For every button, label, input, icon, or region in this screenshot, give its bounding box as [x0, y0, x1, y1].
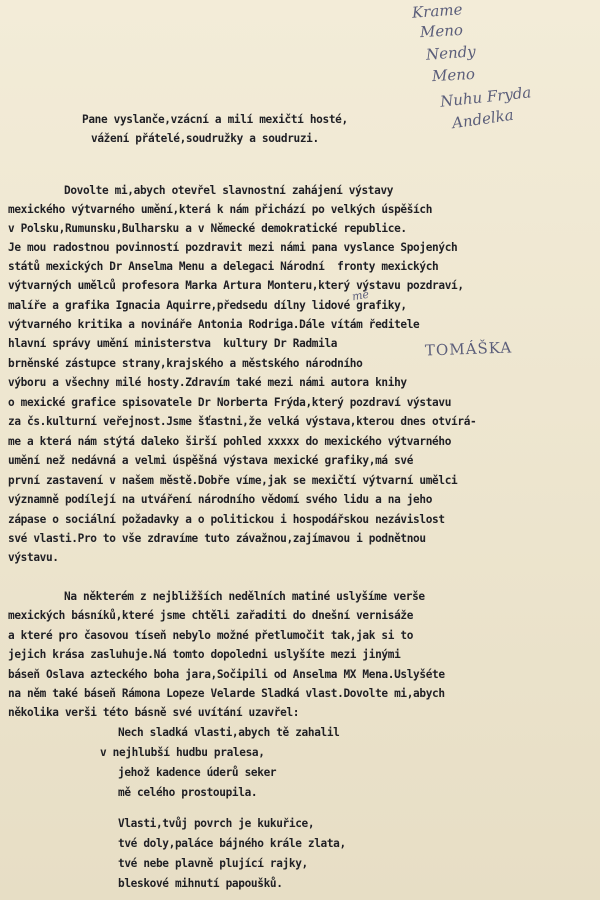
poem-line: Vlasti,tvůj povrch je kukuřice,	[118, 817, 315, 830]
text-line: zápase o sociální požadavky a o politickou i hospodářskou nezávislost	[8, 513, 445, 526]
text-line: významně podílejí na utváření národního vědomí svého lidu a na jeho	[8, 493, 433, 506]
text-line: Je mou radostnou povinností pozdravit mezi námi pana vyslance Spojených	[8, 241, 458, 254]
text-line: výtvarných umělců profesora Marka Artura Monteru,který výstavu pozdraví,	[8, 279, 464, 292]
text-line: v Polsku,Rumunsku,Bulharsku a v Německé demokratické republice.	[8, 222, 407, 235]
text-line: Dovolte mi,abych otevřel slavnostní zahájení výstavy	[64, 184, 394, 197]
handwritten-note: Andelka	[450, 105, 515, 133]
handwritten-note: Nendy	[425, 42, 477, 64]
poem-line: bleskové mihnutí papoušků.	[118, 877, 283, 890]
handwritten-insertion: mě	[351, 287, 370, 304]
text-line: několika verši této básně své uvítání uzavřel:	[8, 706, 300, 719]
text-line: výtvarného kritika a novináře Antonia Rodriga.Dále vítám ředitele	[8, 318, 420, 331]
text-line: malíře a grafika Ignacia Aquirre,předsedu dílny lidové grafiky,	[8, 299, 407, 312]
poem-line: v nejhlubší hudbu pralesa,	[100, 746, 265, 759]
poem-line: tvé nebe plavně plující rajky,	[118, 857, 308, 870]
text-line: hlavní správy umění ministerstva kultury Dr Radmila	[8, 337, 338, 350]
text-line: mexického výtvarného umění,která k nám přichází po velkých úspěších	[8, 203, 433, 216]
handwritten-name-addition: TOMÁŠKA	[424, 338, 513, 360]
poem-line: tvé doly,paláce bájného krále zlata,	[118, 837, 346, 850]
text-line: států mexických Dr Anselma Menu a delegaci Národní fronty mexických	[8, 260, 439, 273]
text-line: první zastavení v našem městě.Dobře víme,jak se mexičtí výtvarní umělci	[8, 474, 458, 487]
text-line: výboru a všechny milé hosty.Zdravím také mezi námi autora knihy	[8, 376, 407, 389]
text-line: báseň Oslava azteckého boha jara,Sočipili od Anselma MX Mena.Uslyšéte	[8, 668, 445, 681]
salutation-line: Pane vyslanče,vzácní a milí mexičtí hosté,	[82, 113, 348, 126]
text-line: a které pro časovou tíseň nebylo možné přetlumočit tak,jak si to	[8, 629, 414, 642]
poem-line: Nech sladká vlasti,abych tě zahalil	[118, 726, 340, 739]
text-line: výstavu.	[8, 551, 59, 564]
poem-line: jehož kadence úderů seker	[118, 766, 277, 779]
handwritten-note: Nuhu Fryda	[439, 83, 533, 111]
text-line: me a která nám stýtá daleko širší pohled xxxxx do mexického výtvarného	[8, 435, 452, 448]
text-line: za čs.kulturní veřejnost.Jsme šťastni,že velká výstava,kterou dnes otvírá-	[8, 415, 477, 428]
salutation-line: vážení přátelé,soudružky a soudruzi.	[91, 132, 319, 145]
text-line: brněnské zástupce strany,krajského a městského národního	[8, 357, 363, 370]
text-line: o mexické grafice spisovatele Dr Norberta Frýda,který pozdraví výstavu	[8, 396, 452, 409]
text-line: své vlasti.Pro to vše zdravíme tuto závažnou,zajímavou i podnětnou	[8, 532, 426, 545]
text-line: na něm také báseň Rámona Lopeze Velarde Sladká vlast.Dovolte mi,abych	[8, 687, 445, 700]
text-line: umění než nedávná a velmi úspěšná výstava mexické grafiky,má své	[8, 454, 414, 467]
text-line: Na některém z nejbližších nedělních matiné uslyšíme verše	[64, 590, 425, 603]
text-line: mexických básníků,které jsme chtěli zařaditi do dnešní vernisáže	[8, 609, 414, 622]
handwritten-note: Meno	[419, 20, 464, 42]
text-line: jejich krása zasluhuje.Ná tomto dopoledni uslyšíte mezi jinými	[8, 648, 401, 661]
poem-line: mě celého prostoupila.	[118, 786, 258, 799]
handwritten-note: Krame	[411, 0, 463, 22]
handwritten-note: Meno	[431, 64, 476, 86]
